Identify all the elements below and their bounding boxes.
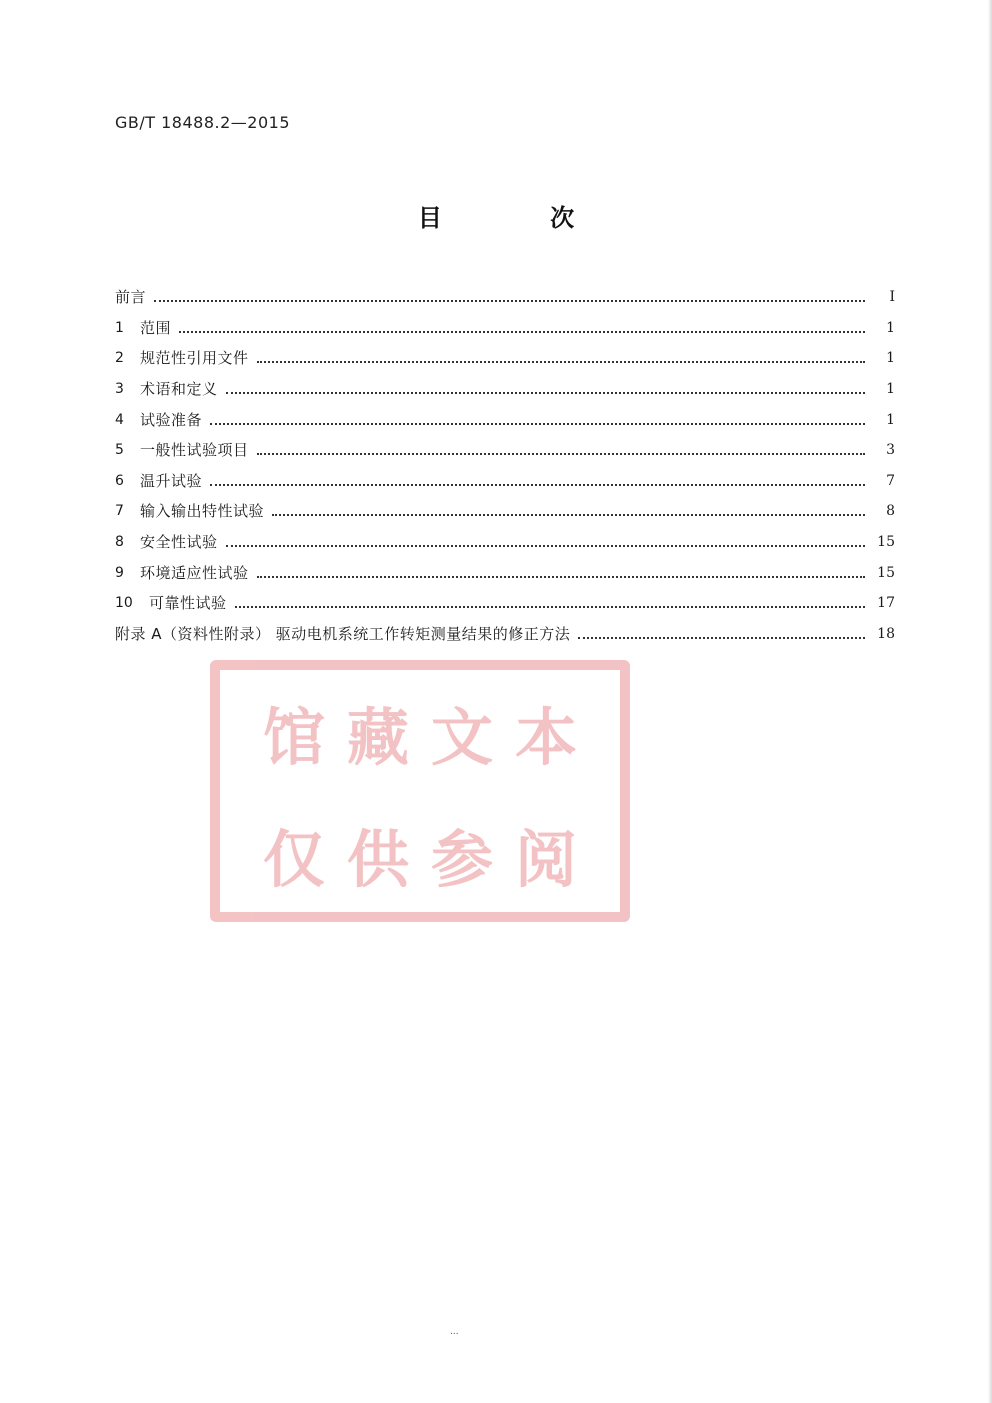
toc-entry-label: 术语和定义 <box>140 380 218 399</box>
toc-entry-label: 规范性引用文件 <box>140 349 249 368</box>
toc-entry-number: 5 <box>115 442 124 459</box>
standard-code: GB/T 18488.2—2015 <box>115 113 291 132</box>
toc-leader-dots <box>257 451 865 455</box>
toc-entry-page: 3 <box>886 442 895 459</box>
toc-leader-dots <box>257 359 865 363</box>
toc-entry-page: 1 <box>886 381 895 398</box>
toc-leader-dots <box>235 604 865 608</box>
toc-entry-label: 输入输出特性试验 <box>140 502 265 521</box>
toc-entry-annex-a[interactable] <box>115 619 895 650</box>
toc-entry-number: 4 <box>115 411 124 428</box>
toc-entry-page: 1 <box>886 350 895 367</box>
stamp-text-line-2: 仅供参阅 <box>262 823 599 896</box>
toc-leader-dots <box>210 421 865 425</box>
toc-entry-6[interactable] <box>115 466 895 497</box>
toc-entry-label: 一般性试验项目 <box>140 441 249 460</box>
toc-entry-page: 8 <box>886 503 895 520</box>
toc-entry-number: 10 <box>115 595 133 612</box>
toc-entry-page: 15 <box>877 564 895 581</box>
toc-entry-number: 8 <box>115 534 124 551</box>
toc-entry-number: 6 <box>115 472 124 489</box>
toc-entry-foreword[interactable] <box>115 282 895 313</box>
toc-entry-label: 范围 <box>140 318 172 337</box>
toc-entry-page: 1 <box>886 319 895 336</box>
toc-entry-3[interactable] <box>115 374 895 405</box>
toc-entry-9[interactable] <box>115 557 895 588</box>
toc-entry-number: 7 <box>115 503 124 520</box>
library-stamp <box>210 660 630 922</box>
table-of-contents <box>115 282 895 649</box>
toc-entry-label: 安全性试验 <box>140 533 218 552</box>
toc-entry-label: 环境适应性试验 <box>140 563 249 582</box>
toc-leader-dots <box>179 329 865 333</box>
toc-entry-page: 17 <box>877 595 895 612</box>
toc-entry-label: 附录 A（资料性附录） 驱动电机系统工作转矩测量结果的修正方法 <box>115 624 571 643</box>
toc-entry-page: 1 <box>886 411 895 428</box>
toc-entry-page: I <box>889 289 895 306</box>
toc-entry-number: 3 <box>115 381 124 398</box>
toc-leader-dots <box>210 482 865 486</box>
toc-leader-dots <box>257 574 865 578</box>
toc-entry-number: 1 <box>115 319 124 336</box>
toc-entry-1[interactable] <box>115 313 895 344</box>
toc-entry-page: 7 <box>886 472 895 489</box>
toc-entry-5[interactable] <box>115 435 895 466</box>
toc-entry-8[interactable] <box>115 527 895 558</box>
toc-entry-7[interactable] <box>115 496 895 527</box>
toc-entry-page: 15 <box>877 534 895 551</box>
toc-entry-number: 9 <box>115 564 124 581</box>
toc-leader-dots <box>226 543 865 547</box>
toc-leader-dots <box>226 390 865 394</box>
stamp-text-line-1: 馆藏文本 <box>262 701 599 774</box>
toc-entry-10[interactable] <box>115 588 895 619</box>
toc-leader-dots <box>272 512 865 516</box>
toc-entry-label: 温升试验 <box>140 471 203 490</box>
page-footer-mark: ... <box>450 1327 459 1337</box>
toc-entry-label: 试验准备 <box>140 410 203 429</box>
toc-leader-dots <box>578 635 865 639</box>
toc-entry-4[interactable] <box>115 404 895 435</box>
toc-title: 目 次 <box>417 204 625 232</box>
toc-leader-dots <box>154 298 865 302</box>
toc-entry-label: 前言 <box>115 288 147 307</box>
toc-entry-page: 18 <box>877 625 895 642</box>
toc-entry-number: 2 <box>115 350 124 367</box>
toc-entry-label: 可靠性试验 <box>149 594 227 613</box>
toc-entry-2[interactable] <box>115 343 895 374</box>
